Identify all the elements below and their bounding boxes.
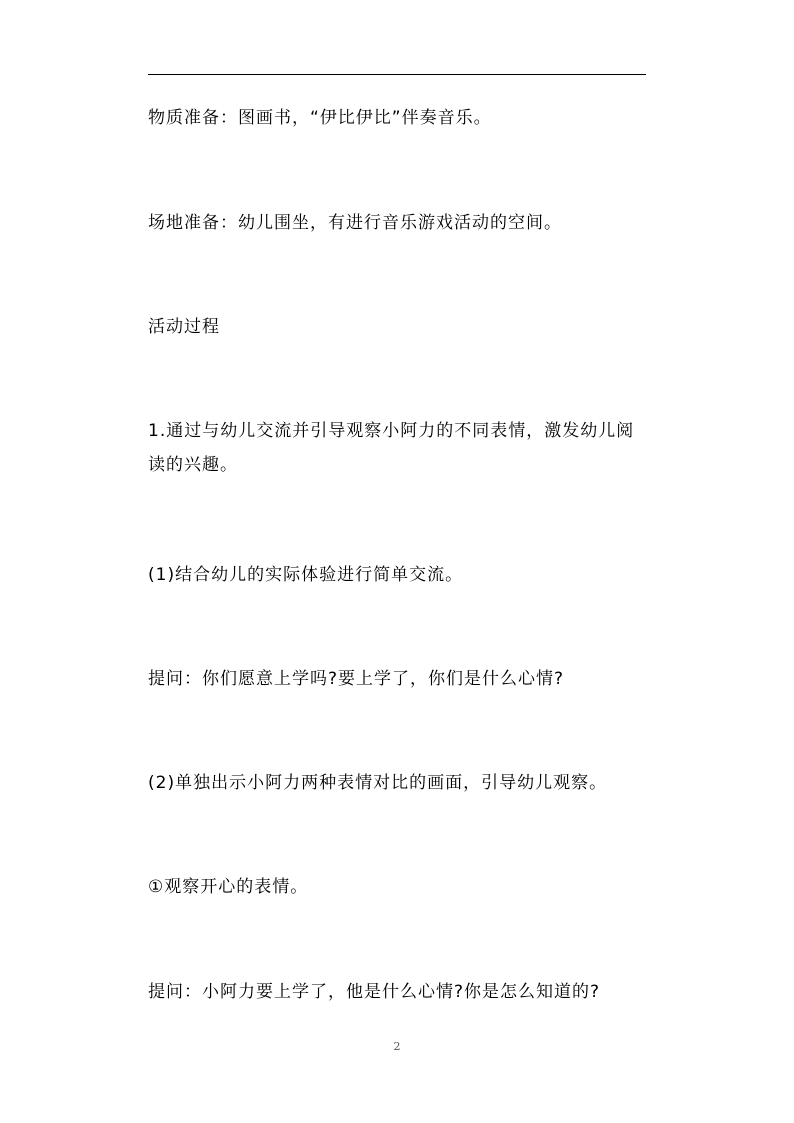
paragraph-step-1: 1.通过与幼儿交流并引导观察小阿力的不同表情，激发幼儿阅读的兴趣。 bbox=[148, 421, 635, 475]
paragraph-step-1-1: (1)结合幼儿的实际体验进行简单交流。 bbox=[148, 565, 464, 585]
paragraph-question-2: 提问：小阿力要上学了，他是什么心情?你是怎么知道的? bbox=[148, 982, 601, 1002]
paragraph-materials: 物质准备：图画书，“伊比伊比”伴奏音乐。 bbox=[148, 108, 492, 128]
paragraph-observe-happy: ①观察开心的表情。 bbox=[148, 877, 309, 897]
paragraph-step-1-2: (2)单独出示小阿力两种表情对比的画面，引导幼儿观察。 bbox=[148, 773, 608, 793]
section-heading-activity-process: 活动过程 bbox=[148, 317, 220, 337]
paragraph-venue: 场地准备：幼儿围坐，有进行音乐游戏活动的空间。 bbox=[148, 213, 562, 233]
page-number: 2 bbox=[393, 1040, 401, 1053]
header-rule bbox=[148, 74, 646, 75]
paragraph-question-1: 提问：你们愿意上学吗?要上学了，你们是什么心情? bbox=[148, 669, 565, 689]
